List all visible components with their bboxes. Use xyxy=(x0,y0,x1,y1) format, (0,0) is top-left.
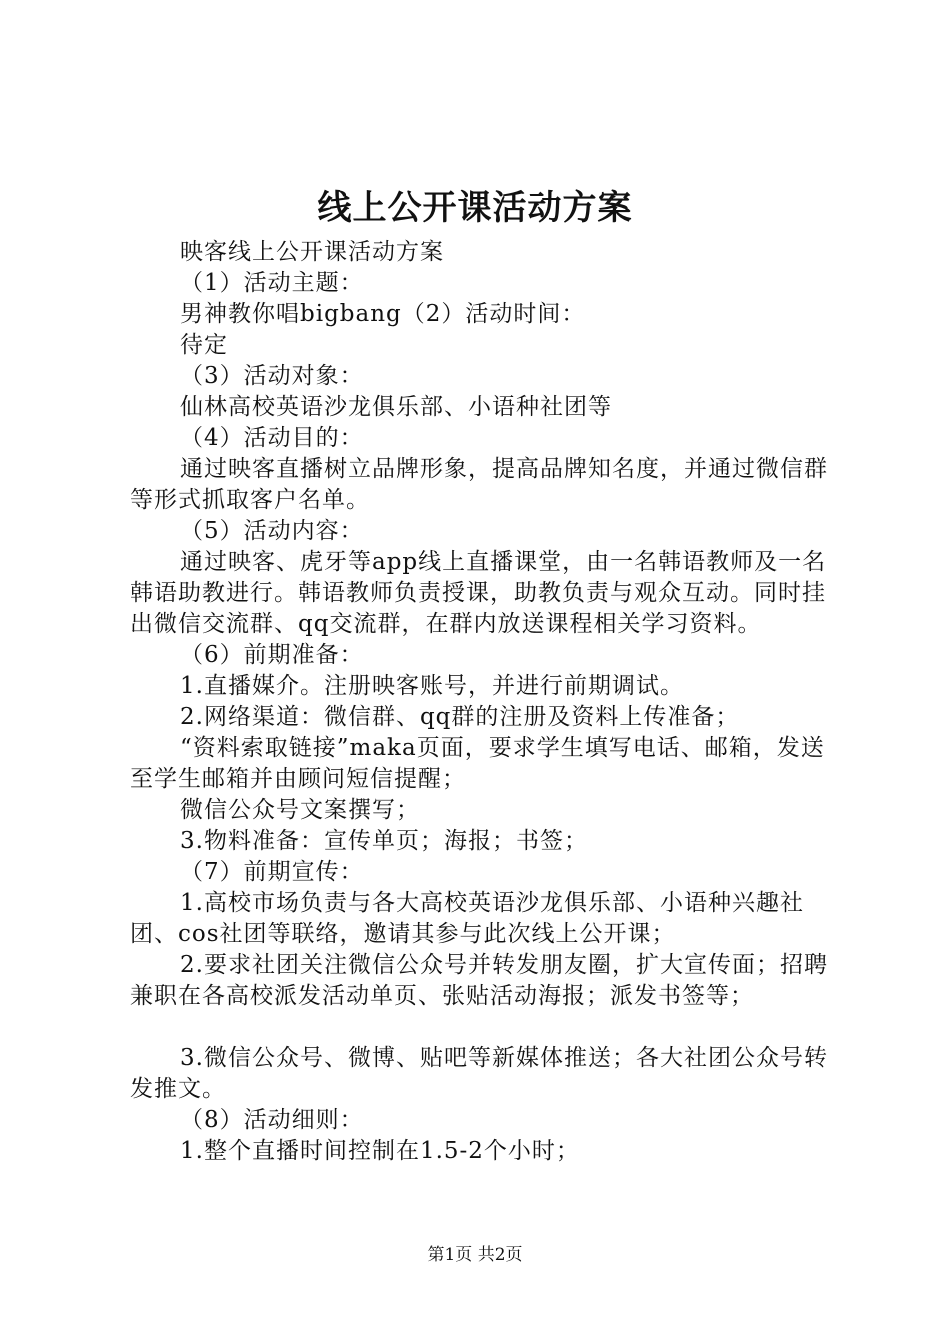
paragraph-prep-wechat: 微信公众号文案撰写； xyxy=(180,797,420,823)
paragraph-heading-rules: （8）活动细则： xyxy=(180,1107,364,1133)
paragraph-heading-theme: （1）活动主题： xyxy=(180,270,364,296)
paragraph-prep-3: 3.物料准备：宣传单页；海报；书签； xyxy=(180,828,588,854)
paragraph-theme-and-time: 男神教你唱bigbang（2）活动时间： xyxy=(180,301,586,327)
paragraph-heading-promotion: （7）前期宣传： xyxy=(180,859,364,885)
paragraph-rule-1: 1.整个直播时间控制在1.5-2个小时； xyxy=(180,1138,580,1164)
document-body xyxy=(130,237,845,1167)
paragraph-audience: 仙林高校英语沙龙俱乐部、小语种社团等 xyxy=(180,394,612,420)
paragraph-promo-1: 1.高校市场负责与各大高校英语沙龙俱乐部、小语种兴趣社团、cos社团等联络，邀请其参与此次线上公开课； xyxy=(130,890,804,947)
paragraph-promo-2: 2.要求社团关注微信公众号并转发朋友圈，扩大宣传面；招聘兼职在各高校派发活动单页、张贴活动海报；派发书签等； xyxy=(130,952,828,1009)
paragraph-prep-link: “资料索取链接”maka页面，要求学生填写电话、邮箱，发送至学生邮箱并由顾问短信提醒； xyxy=(130,735,825,792)
paragraph-content: 通过映客、虎牙等app线上直播课堂，由一名韩语教师及一名韩语助教进行。韩语教师负责授课，助教负责与观众互动。同时挂出微信交流群、qq交流群，在群内放送课程相关学习资料。 xyxy=(130,549,827,637)
paragraph-purpose: 通过映客直播树立品牌形象，提高品牌知名度，并通过微信群等形式抓取客户名单。 xyxy=(130,456,828,513)
paragraph-heading-purpose: （4）活动目的： xyxy=(180,425,364,451)
paragraph-heading-audience: （3）活动对象： xyxy=(180,363,364,389)
paragraph-time-value: 待定 xyxy=(180,332,228,358)
paragraph-subtitle: 映客线上公开课活动方案 xyxy=(180,239,444,265)
document-title: 线上公开课活动方案 xyxy=(317,188,633,228)
paragraph-prep-2: 2.网络渠道：微信群、qq群的注册及资料上传准备； xyxy=(180,704,740,730)
paragraph-prep-1: 1.直播媒介。注册映客账号，并进行前期调试。 xyxy=(180,673,684,699)
paragraph-heading-content: （5）活动内容： xyxy=(180,518,364,544)
blank-line xyxy=(130,1012,845,1043)
paragraph-heading-preparation: （6）前期准备： xyxy=(180,642,364,668)
paragraph-promo-3: 3.微信公众号、微博、贴吧等新媒体推送；各大社团公众号转发推文。 xyxy=(130,1045,828,1102)
page-number-footer: 第1页 共2页 xyxy=(427,1245,523,1265)
